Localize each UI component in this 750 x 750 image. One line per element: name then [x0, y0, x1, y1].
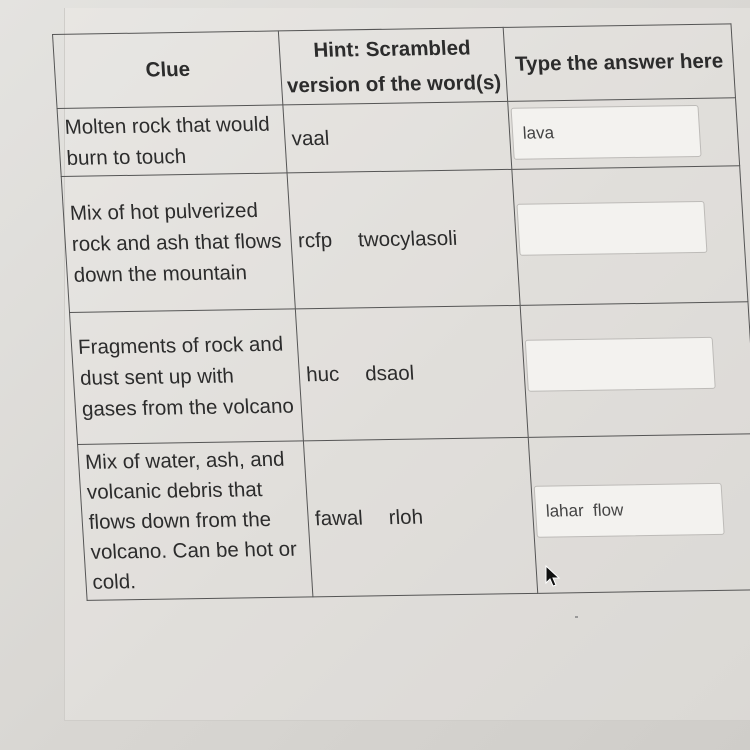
hint-word: twocylasoli [357, 226, 458, 252]
answer-header: Type the answer here [503, 24, 736, 102]
vocabulary-table [52, 23, 750, 601]
hint-cell [296, 305, 528, 441]
hint-cell [287, 169, 519, 309]
table-row [61, 166, 748, 313]
hint-cell [283, 101, 511, 173]
answer-input[interactable] [516, 201, 707, 256]
hint-word: rloh [388, 505, 424, 530]
mouse-pointer-icon [545, 565, 561, 587]
hint-header: Hint: Scrambled version of the word(s) [279, 27, 508, 105]
answer-input[interactable] [533, 483, 724, 538]
answer-input[interactable] [510, 105, 701, 160]
table-row [57, 98, 740, 177]
clue-cell: Mix of water, ash, and volcanic debris that flows down from the volcano. Can be hot or cold. [78, 441, 314, 601]
table-row [70, 302, 750, 445]
clue-header: Clue [53, 31, 284, 109]
answer-cell [528, 434, 750, 594]
hint-word: rcfp [297, 228, 333, 253]
answer-input[interactable] [524, 337, 715, 392]
answer-cell [520, 302, 750, 438]
table-row [78, 434, 750, 601]
hint-word: huc [305, 362, 340, 387]
hint-cell [304, 437, 538, 597]
vocabulary-table-container [52, 23, 750, 601]
table-header-row [53, 24, 736, 109]
clue-cell: Mix of hot pulverized rock and ash that flows down the mountain [61, 173, 295, 313]
hint-word: fawal [314, 506, 364, 531]
answer-cell [507, 98, 739, 170]
clue-cell: Molten rock that would burn to touch [57, 105, 287, 177]
hint-word: dsaol [364, 361, 415, 386]
hint-word: vaal [291, 126, 331, 151]
answer-cell [511, 166, 747, 306]
clue-cell: Fragments of rock and dust sent up with gases from the volcano [70, 309, 304, 445]
screen-speck [575, 616, 578, 618]
